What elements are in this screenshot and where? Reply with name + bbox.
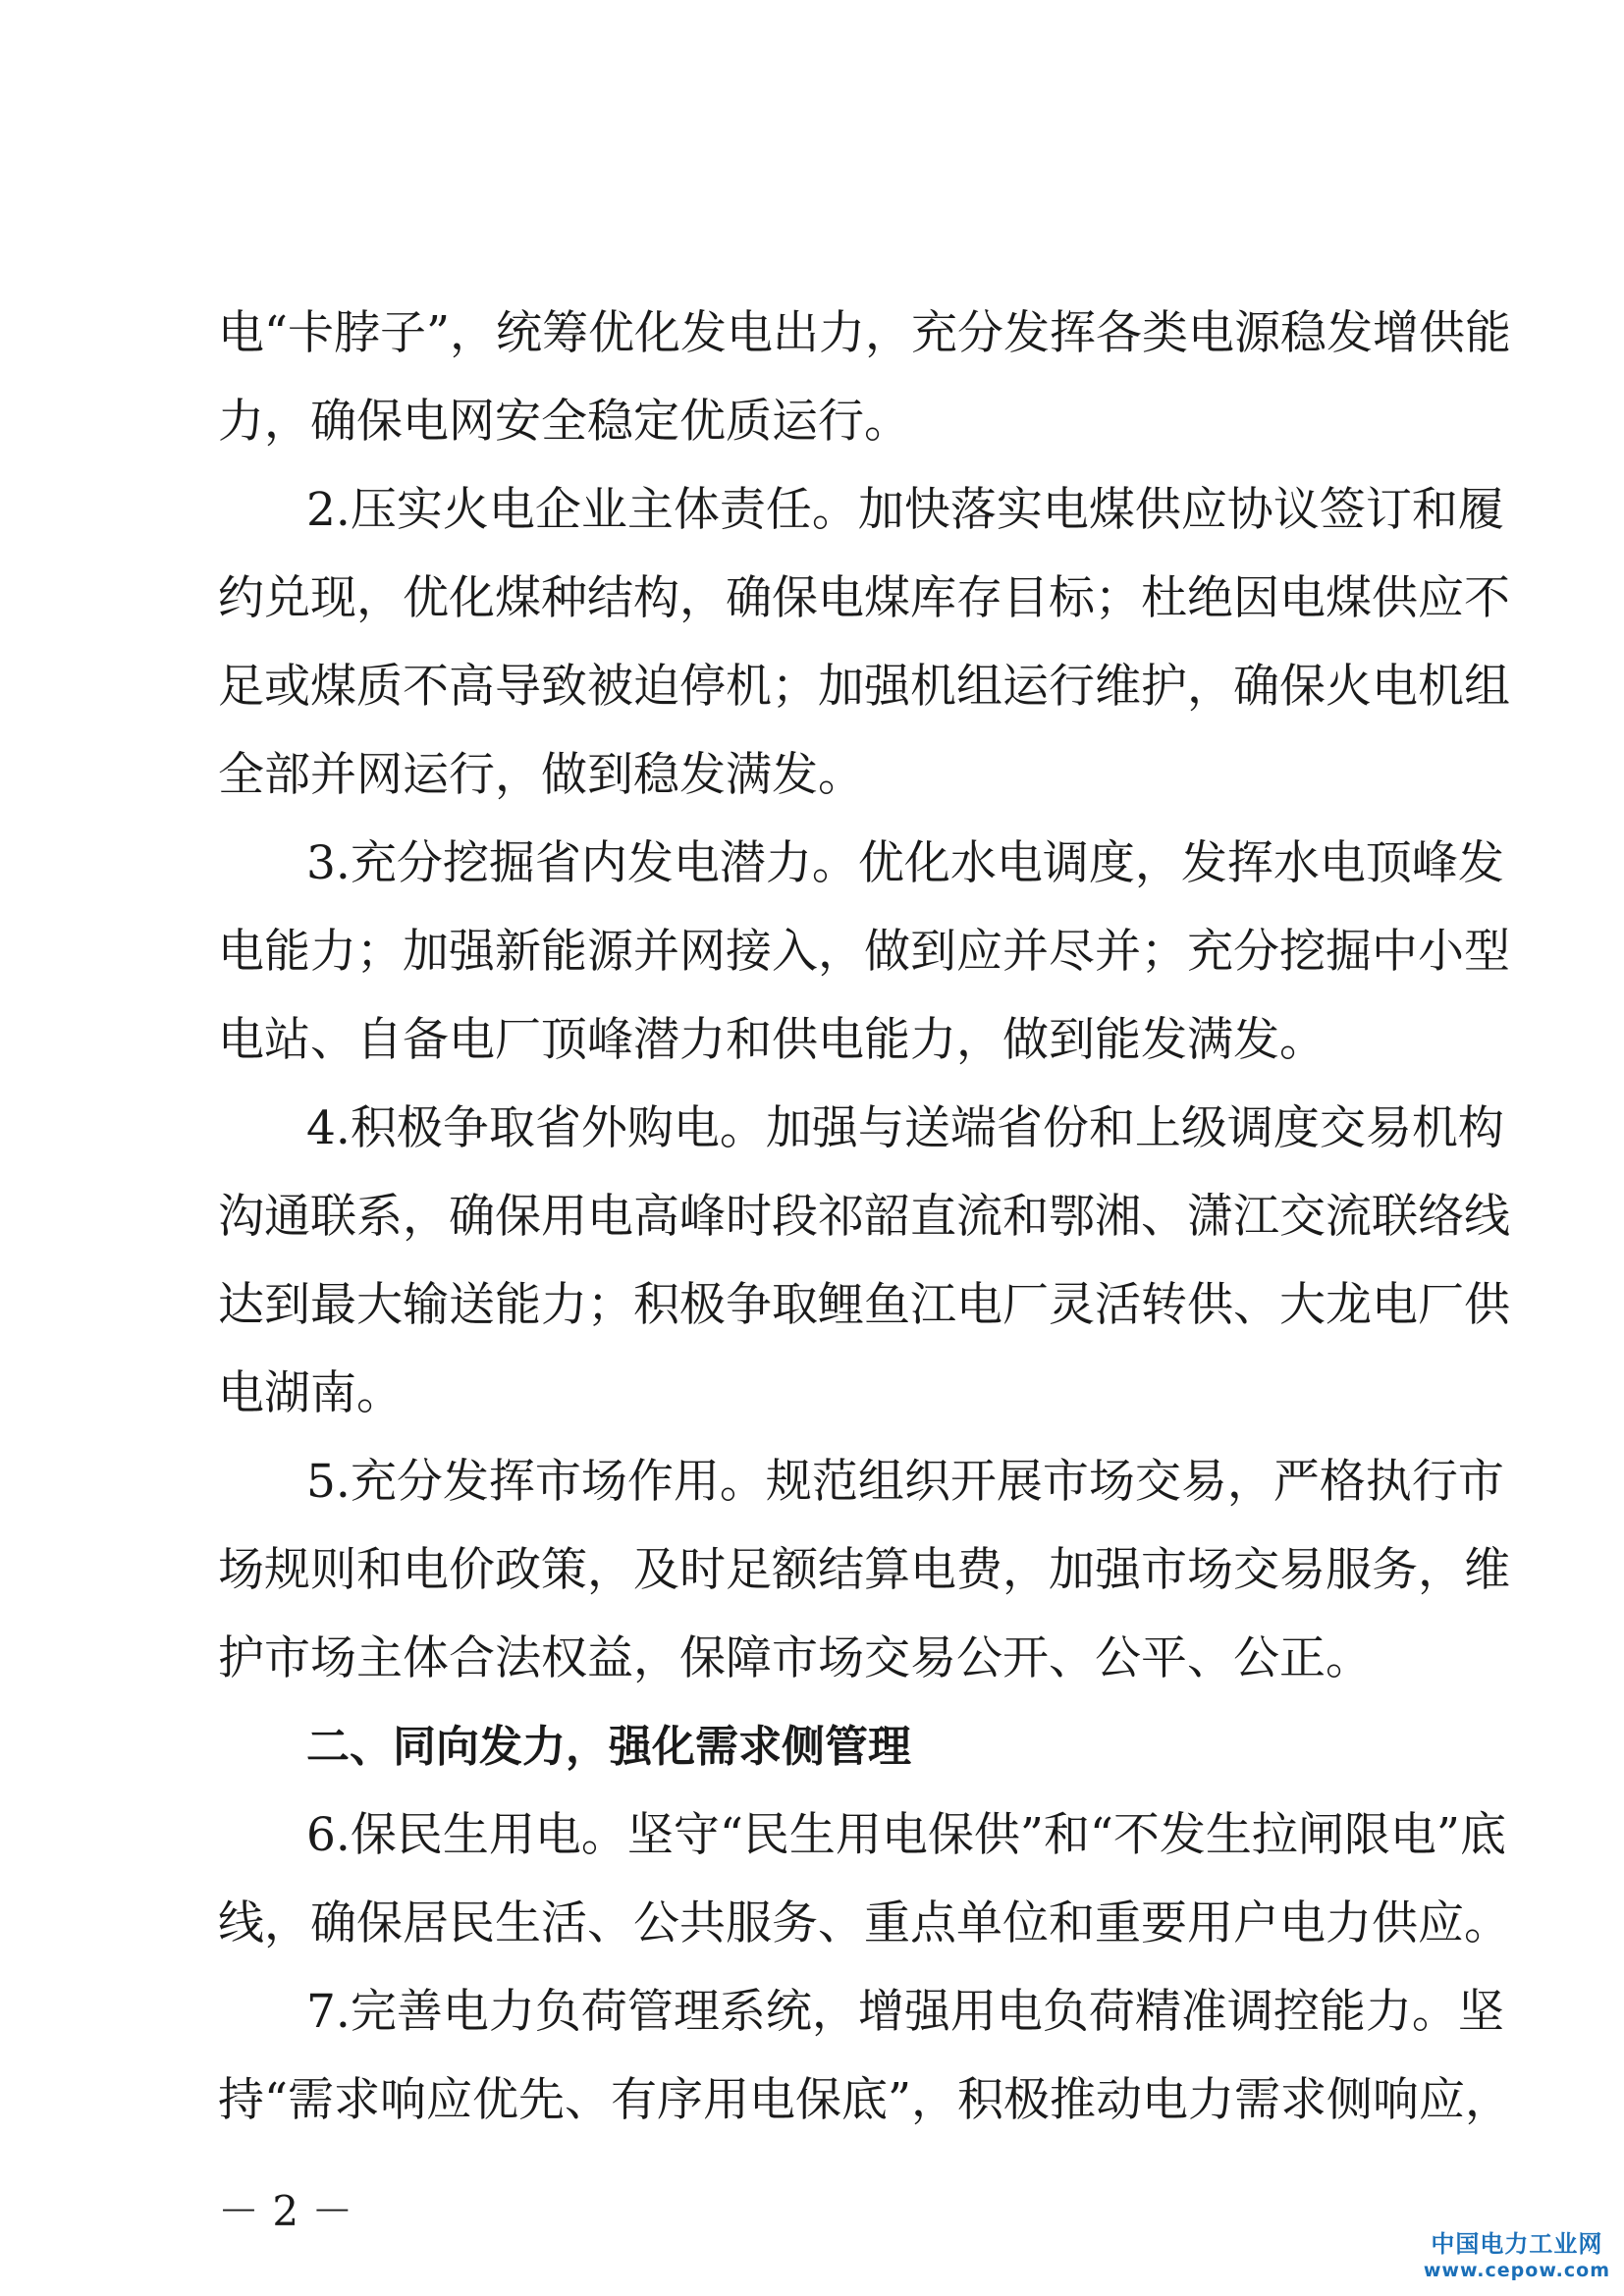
watermark-name: 中国电力工业网 xyxy=(1431,2230,1603,2258)
text-line: 场规则和电价政策，及时足额结算电费，加强市场交易服务，维 xyxy=(218,1543,1510,1597)
watermark xyxy=(1424,2229,1610,2282)
text-line: 护市场主体合法权益，保障市场交易公开、公平、公正。 xyxy=(218,1631,1372,1685)
text-line: 持“需求响应优先、有序用电保底”，积极推动电力需求侧响应， xyxy=(218,2073,1512,2127)
text-line: 力，确保电网安全稳定优质运行。 xyxy=(218,395,910,449)
text-line: 沟通联系，确保用电高峰时段祁韶直流和鄂湘、潇江交流联络线 xyxy=(218,1190,1510,1244)
text-line: 电能力；加强新能源并网接入，做到应并尽并；充分挖掘中小型 xyxy=(218,925,1510,979)
watermark-url: www.cepow.com xyxy=(1423,2260,1610,2281)
text-line: 3.充分挖掘省内发电潜力。优化水电调度，发挥水电顶峰发 xyxy=(306,836,1504,890)
text-line: 2.压实火电企业主体责任。加快落实电煤供应协议签订和履 xyxy=(306,483,1504,537)
text-line: 全部并网运行，做到稳发满发。 xyxy=(218,748,864,802)
text-line: 电湖南。 xyxy=(218,1366,403,1420)
text-line: 电站、自备电厂顶峰潜力和供电能力，做到能发满发。 xyxy=(218,1013,1326,1067)
text-line: 达到最大输送能力；积极争取鲤鱼江电厂灵活转供、大龙电厂供 xyxy=(218,1278,1510,1332)
text-line: 足或煤质不高导致被迫停机；加强机组运行维护，确保火电机组 xyxy=(218,660,1510,714)
text-line: 4.积极争取省外购电。加强与送端省份和上级调度交易机构 xyxy=(306,1101,1504,1155)
section-heading: 二、同向发力，强化需求侧管理 xyxy=(306,1722,911,1772)
text-line: 约兑现，优化煤种结构，确保电煤库存目标；杜绝因电煤供应不 xyxy=(218,571,1510,625)
text-line: 5.充分发挥市场作用。规范组织开展市场交易，严格执行市 xyxy=(306,1455,1504,1509)
text-line: 6.保民生用电。坚守“民生用电保供”和“不发生拉闸限电”底 xyxy=(306,1808,1506,1862)
text-line: 7.完善电力负荷管理系统，增强用电负荷精准调控能力。坚 xyxy=(306,1985,1504,2039)
page-number: － 2 － xyxy=(218,2187,353,2235)
text-line: 电“卡脖子”，统筹优化发电出力，充分发挥各类电源稳发增供能 xyxy=(218,306,1512,360)
text-line: 线，确保居民生活、公共服务、重点单位和重要用户电力供应。 xyxy=(218,1896,1510,1950)
